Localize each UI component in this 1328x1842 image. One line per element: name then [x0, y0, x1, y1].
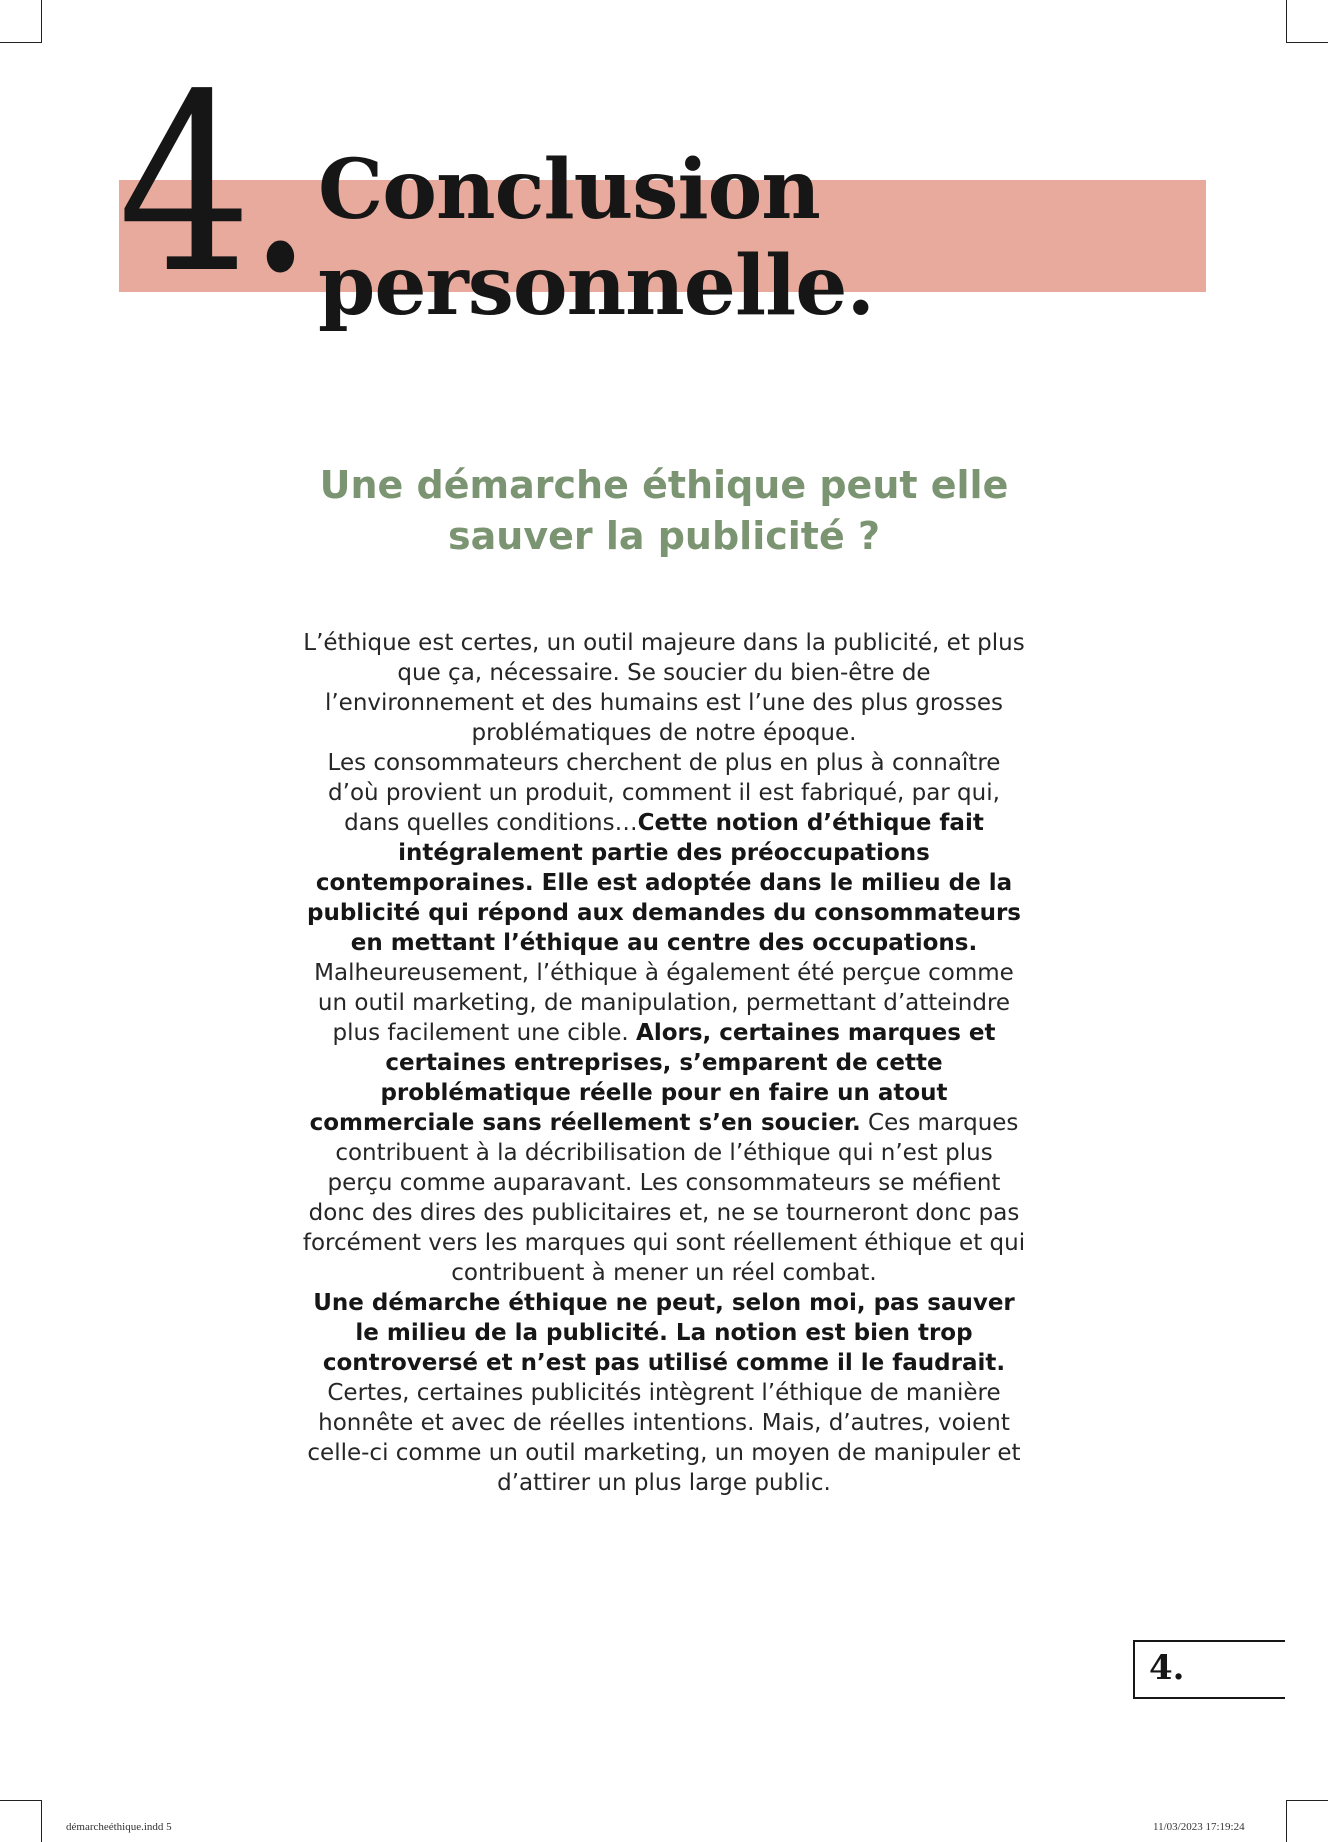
- subtitle-line-1: Une démarche éthique peut elle: [319, 463, 1009, 507]
- paragraph-3: [300, 958, 1028, 1288]
- crop-mark: [0, 42, 42, 43]
- page-title-line-1: Conclusion: [318, 142, 820, 238]
- slug-file-info: démarcheéthique.indd 5: [66, 1821, 172, 1833]
- crop-mark: [41, 1800, 42, 1842]
- paragraph-1: L’éthique est certes, un outil majeure dans la publicité, et plus que ça, nécessaire. Se soucier du bien-être de l’environnement et des humains est l’une des plus grosses problématiques de notre époque.: [303, 630, 1025, 746]
- crop-mark: [41, 0, 42, 42]
- page-title-line-2: personnelle.: [318, 238, 874, 334]
- crop-mark: [1286, 42, 1328, 43]
- paragraph-2-emphasis: Cette notion d’éthique fait intégralement partie des préoccupations contemporaines. Elle est adoptée dans le milieu de la publicité qui répond aux demandes du consommateurs en mettant l’éthique au centre des occupations.: [307, 810, 1021, 956]
- section-subtitle: [290, 460, 1038, 562]
- section-number: 4.: [118, 42, 309, 327]
- paragraph-2: [300, 748, 1028, 958]
- slug-timestamp: 11/03/2023 17:19:24: [1153, 1821, 1245, 1833]
- paragraph-3-text: Malheureusement, l’éthique à également été perçue comme un outil marketing, de manipulation, permettant d’atteindre plus facilement une cible.: [314, 960, 1014, 1046]
- page-number-label: 4.: [1149, 1648, 1185, 1688]
- subtitle-line-2: sauver la publicité ?: [448, 514, 880, 558]
- crop-mark: [1286, 1800, 1328, 1801]
- page-title: [318, 142, 874, 334]
- crop-mark: [1286, 1800, 1287, 1842]
- crop-mark: [0, 1800, 42, 1801]
- paragraph-3-emphasis: Alors, certaines marques et certaines entreprises, s’emparent de cette problématique réelle pour en faire un atout commerciale sans réellement s’en soucier.: [309, 1020, 996, 1136]
- paragraph-3-tail: Ces marques contribuent à la décribilisation de l’éthique qui n’est plus perçu comme auparavant. Les consommateurs se méfient donc des dires des publicitaires et, ne se tourneront donc pas forcément vers les marques qui sont réellement éthique et qui contribuent à mener un réel combat.: [302, 1110, 1026, 1286]
- page-number-marker: [1133, 1640, 1285, 1699]
- crop-mark: [1286, 0, 1287, 42]
- paragraph-2-text: Les consommateurs cherchent de plus en plus à connaître d’où provient un produit, comment il est fabriqué, par qui, dans quelles conditions…: [327, 750, 1001, 836]
- paragraph-4: [300, 1288, 1028, 1498]
- paragraph-4-emphasis: Une démarche éthique ne peut, selon moi, pas sauver le milieu de la publicité. La notion est bien trop controversé et n’est pas utilisé comme il le faudrait.: [313, 1290, 1015, 1376]
- body-text: [300, 628, 1028, 1498]
- paragraph-4-text: Certes, certaines publicités intègrent l’éthique de manière honnête et avec de réelles intentions. Mais, d’autres, voient celle-ci comme un outil marketing, un moyen de manipuler et d’attirer un plus large public.: [307, 1380, 1021, 1496]
